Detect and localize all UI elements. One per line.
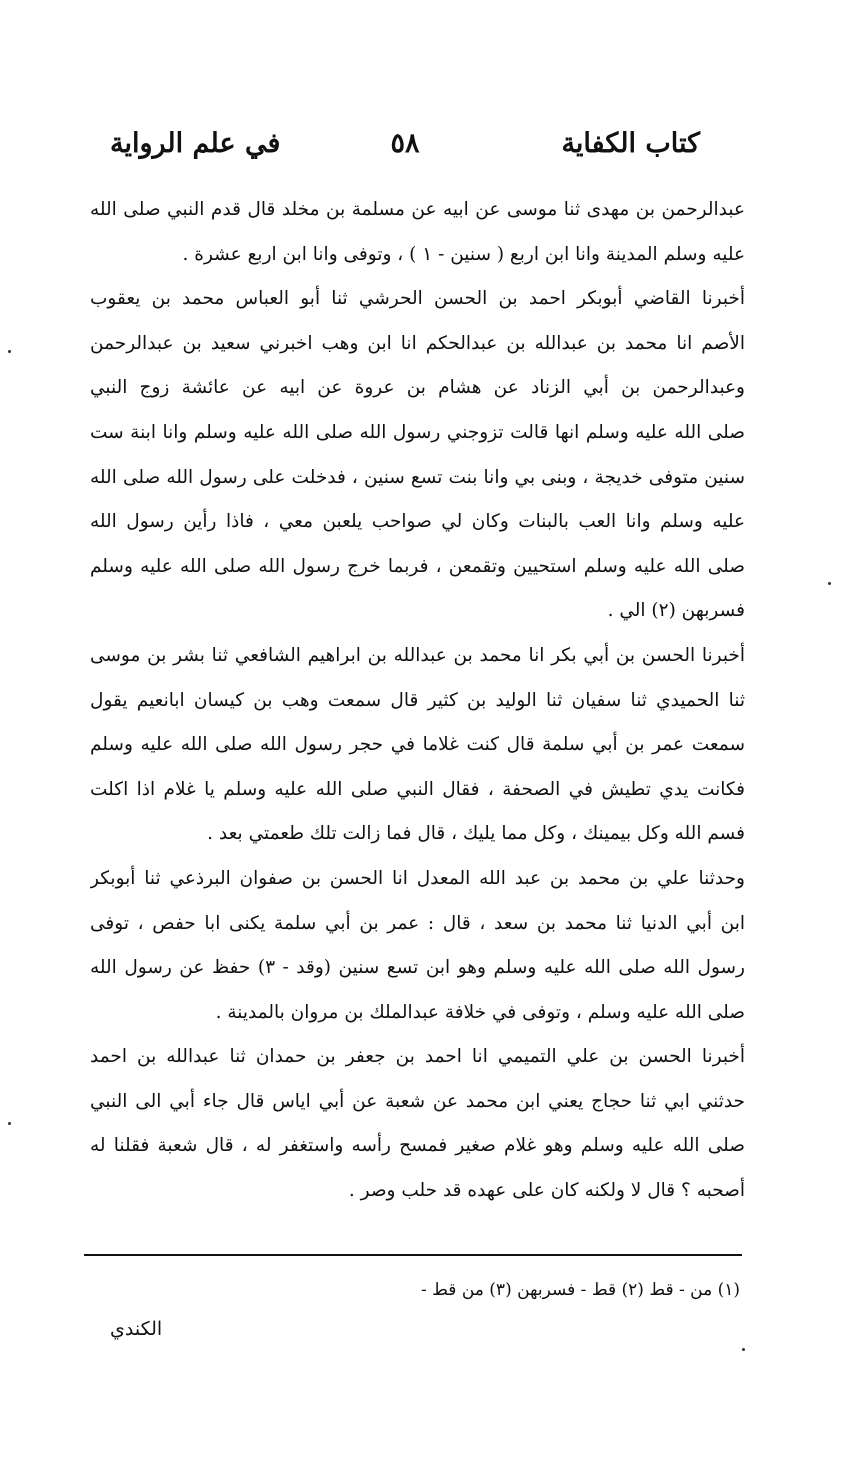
text-line: أخبرنا الحسن بن أبي بكر انا محمد بن عبدالله بن ابراهيم الشافعي ثنا بشر بن موسى [90, 644, 745, 666]
catchword: الكندي [110, 1318, 163, 1340]
scan-speck [828, 582, 831, 585]
main-text [90, 188, 745, 1214]
text-line: حدثني ابي ثنا حجاج يعني ابن محمد عن شعبة عن أبي اياس قال جاء أبي الى النبي [90, 1090, 745, 1112]
scan-speck [742, 1348, 745, 1351]
text-line: ثنا الحميدي ثنا سفيان ثنا الوليد بن كثير قال سمعت وهب بن كيسان ابانعيم يقول [90, 689, 745, 711]
text-line: فسربهن (٢) الي . [607, 600, 745, 622]
text-line: صلى الله عليه وسلم استحيين وتقمعن ، فربما خرج رسول الله صلى الله عليه وسلم [90, 555, 745, 577]
text-line: صلى الله عليه وسلم وهو غلام صغير فمسح رأسه واستغفر له ، قال شعبة فقلنا له [90, 1135, 745, 1157]
footnote-divider [84, 1254, 742, 1256]
text-line: فكانت يدي تطيش في الصحفة ، فقال النبي صلى الله عليه وسلم يا غلام اذا اكلت [90, 778, 745, 800]
text-line: سنين متوفى خديجة ، وبنى بي وانا بنت تسع سنين ، فدخلت على رسول الله صلى الله [90, 466, 745, 488]
page-number: ٥٨ [390, 128, 420, 159]
text-line: عليه وسلم وانا العب بالبنات وكان لي صواحب يلعبن معي ، فاذا رأين رسول الله [90, 511, 745, 533]
text-line: وعبدالرحمن بن أبي الزناد عن هشام بن عروة عن ابيه عن عائشة زوج النبي [90, 377, 745, 399]
book-title: كتاب الكفاية [561, 128, 700, 159]
text-line: أخبرنا القاضي أبوبكر احمد بن الحسن الحرشي ثنا أبو العباس محمد بن يعقوب [90, 288, 745, 310]
text-line: الأصم انا محمد بن عبدالله بن عبدالحكم انا ابن وهب اخبرني سعيد بن عبدالرحمن [90, 332, 745, 354]
scan-speck [8, 350, 11, 353]
section-title: في علم الرواية [110, 128, 281, 159]
text-line: أصحبه ؟ قال لا ولكنه كان على عهده قد حلب وصر . [348, 1180, 745, 1202]
text-line: سمعت عمر بن أبي سلمة قال كنت غلاما في حجر رسول الله صلى الله عليه وسلم [90, 734, 745, 756]
text-line: فسم الله وكل بيمينك ، وكل مما يليك ، قال فما زالت تلك طعمتي بعد . [207, 823, 745, 845]
text-line: أخبرنا الحسن بن علي التميمي انا احمد بن جعفر بن حمدان ثنا عبدالله بن احمد [90, 1046, 745, 1068]
text-line: رسول الله صلى الله عليه وسلم وهو ابن تسع سنين (وقد - ٣) حفظ عن رسول الله [90, 957, 745, 979]
text-line: صلى الله عليه وسلم انها قالت تزوجني رسول الله صلى الله عليه وسلم وانا ابنة ست [90, 421, 745, 443]
footnote: (١) من - قط (٢) قط - فسربهن (٣) من قط - [421, 1280, 740, 1300]
text-line: عليه وسلم المدينة وانا ابن اربع ( سنين - ١ ) ، وتوفى وانا ابن اربع عشرة . [182, 243, 745, 265]
text-line: صلى الله عليه وسلم ، وتوفى في خلافة عبدالملك بن مروان بالمدينة . [215, 1001, 745, 1023]
page-header [110, 128, 700, 176]
text-line: ابن أبي الدنيا ثنا محمد بن سعد ، قال : عمر بن أبي سلمة يكنى ابا حفص ، توفى [90, 912, 745, 934]
text-line: وحدثنا علي بن محمد بن عبد الله المعدل انا الحسن بن صفوان البرذعي ثنا أبوبكر [90, 867, 745, 889]
text-line: عبدالرحمن بن مهدى ثنا موسى عن ابيه عن مسلمة بن مخلد قال قدم النبي صلى الله [90, 199, 745, 220]
scan-speck [8, 1122, 11, 1125]
